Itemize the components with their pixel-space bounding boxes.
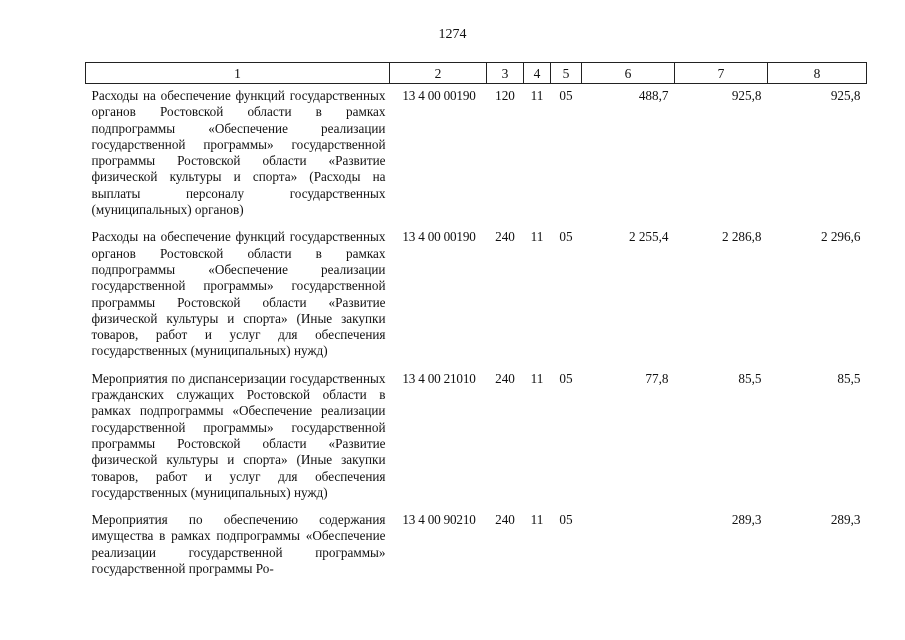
row-expense-type: 240 bbox=[495, 229, 515, 245]
header-col-1: 1 bbox=[86, 63, 390, 84]
row-subsection: 05 bbox=[559, 229, 573, 245]
header-col-8: 8 bbox=[768, 63, 867, 84]
row-description-cell bbox=[86, 508, 390, 579]
row-amount-8: 289,3 bbox=[830, 512, 861, 528]
table-row bbox=[86, 367, 867, 508]
header-col-6: 6 bbox=[582, 63, 675, 84]
header-col-5: 5 bbox=[551, 63, 582, 84]
row-amount-7: 85,5 bbox=[738, 370, 762, 386]
row-section: 11 bbox=[530, 88, 544, 103]
row-expense-type: 120 bbox=[495, 88, 515, 103]
row-description: Расходы на обеспечение функций государственных органов Ростовской области в рамках подпрограммы «Обеспечение реализации государственной программы» государственной программы Ростовской области «Развитие физической культуры и спорта» (Иные закупки товаров, работ и услуг для обеспечения государственных (муниципальных) нужд) bbox=[91, 229, 386, 359]
row-amount-6 bbox=[582, 508, 675, 579]
row-amount-8: 925,8 bbox=[830, 88, 861, 103]
row-target-code: 13 4 00 90210 bbox=[402, 512, 476, 528]
row-expense-type: 240 bbox=[495, 370, 515, 386]
row-description: Мероприятия по диспансеризации государственных гражданских служащих Ростовской области в рамках подпрограммы «Обеспечение реализации государственной программы» государственной программы Ростовской области «Развитие физической культуры и спорта» (Иные закупки товаров, работ и услуг для обеспечения государственных (муниципальных) нужд) bbox=[91, 370, 386, 500]
row-subsection: 05 bbox=[559, 512, 573, 528]
row-subsection: 05 bbox=[559, 370, 573, 386]
header-col-7: 7 bbox=[675, 63, 768, 84]
row-subsection: 05 bbox=[559, 88, 573, 103]
row-amount-6: 2 255,4 bbox=[628, 229, 669, 245]
header-row bbox=[86, 63, 867, 84]
row-amount-8: 2 296,6 bbox=[820, 229, 861, 245]
row-section: 11 bbox=[530, 370, 544, 386]
row-target-code: 13 4 00 00190 bbox=[402, 88, 476, 103]
row-amount-7: 289,3 bbox=[731, 512, 762, 528]
table-row bbox=[86, 508, 867, 579]
row-target-code: 13 4 00 21010 bbox=[402, 370, 476, 386]
row-section: 11 bbox=[530, 229, 544, 245]
row-description: Мероприятия по обеспечению содержания имущества в рамках подпрограммы «Обеспечение реализации государственной программы» государственной программы Ро- bbox=[91, 512, 386, 577]
row-amount-7: 2 286,8 bbox=[721, 229, 762, 245]
row-description: Расходы на обеспечение функций государственных органов Ростовской области в рамках подпрограммы «Обеспечение реализации государственной программы» государственной программы Ростовской области «Развитие физической культуры и спорта» (Расходы на выплаты персоналу государственных (муниципальных) органов) bbox=[91, 88, 386, 218]
row-amount-7: 925,8 bbox=[731, 88, 762, 103]
budget-table bbox=[85, 62, 867, 579]
page-number: 1274 bbox=[438, 27, 467, 42]
row-amount-6: 77,8 bbox=[645, 370, 669, 386]
header-col-4: 4 bbox=[524, 63, 551, 84]
table-row bbox=[86, 225, 867, 366]
row-amount-6: 488,7 bbox=[638, 88, 669, 103]
header-col-3: 3 bbox=[487, 63, 524, 84]
table-row bbox=[86, 84, 867, 226]
row-expense-type: 240 bbox=[495, 512, 515, 528]
header-col-2: 2 bbox=[390, 63, 487, 84]
row-target-code: 13 4 00 00190 bbox=[402, 229, 476, 245]
row-section: 11 bbox=[530, 512, 544, 528]
row-amount-8: 85,5 bbox=[837, 370, 861, 386]
